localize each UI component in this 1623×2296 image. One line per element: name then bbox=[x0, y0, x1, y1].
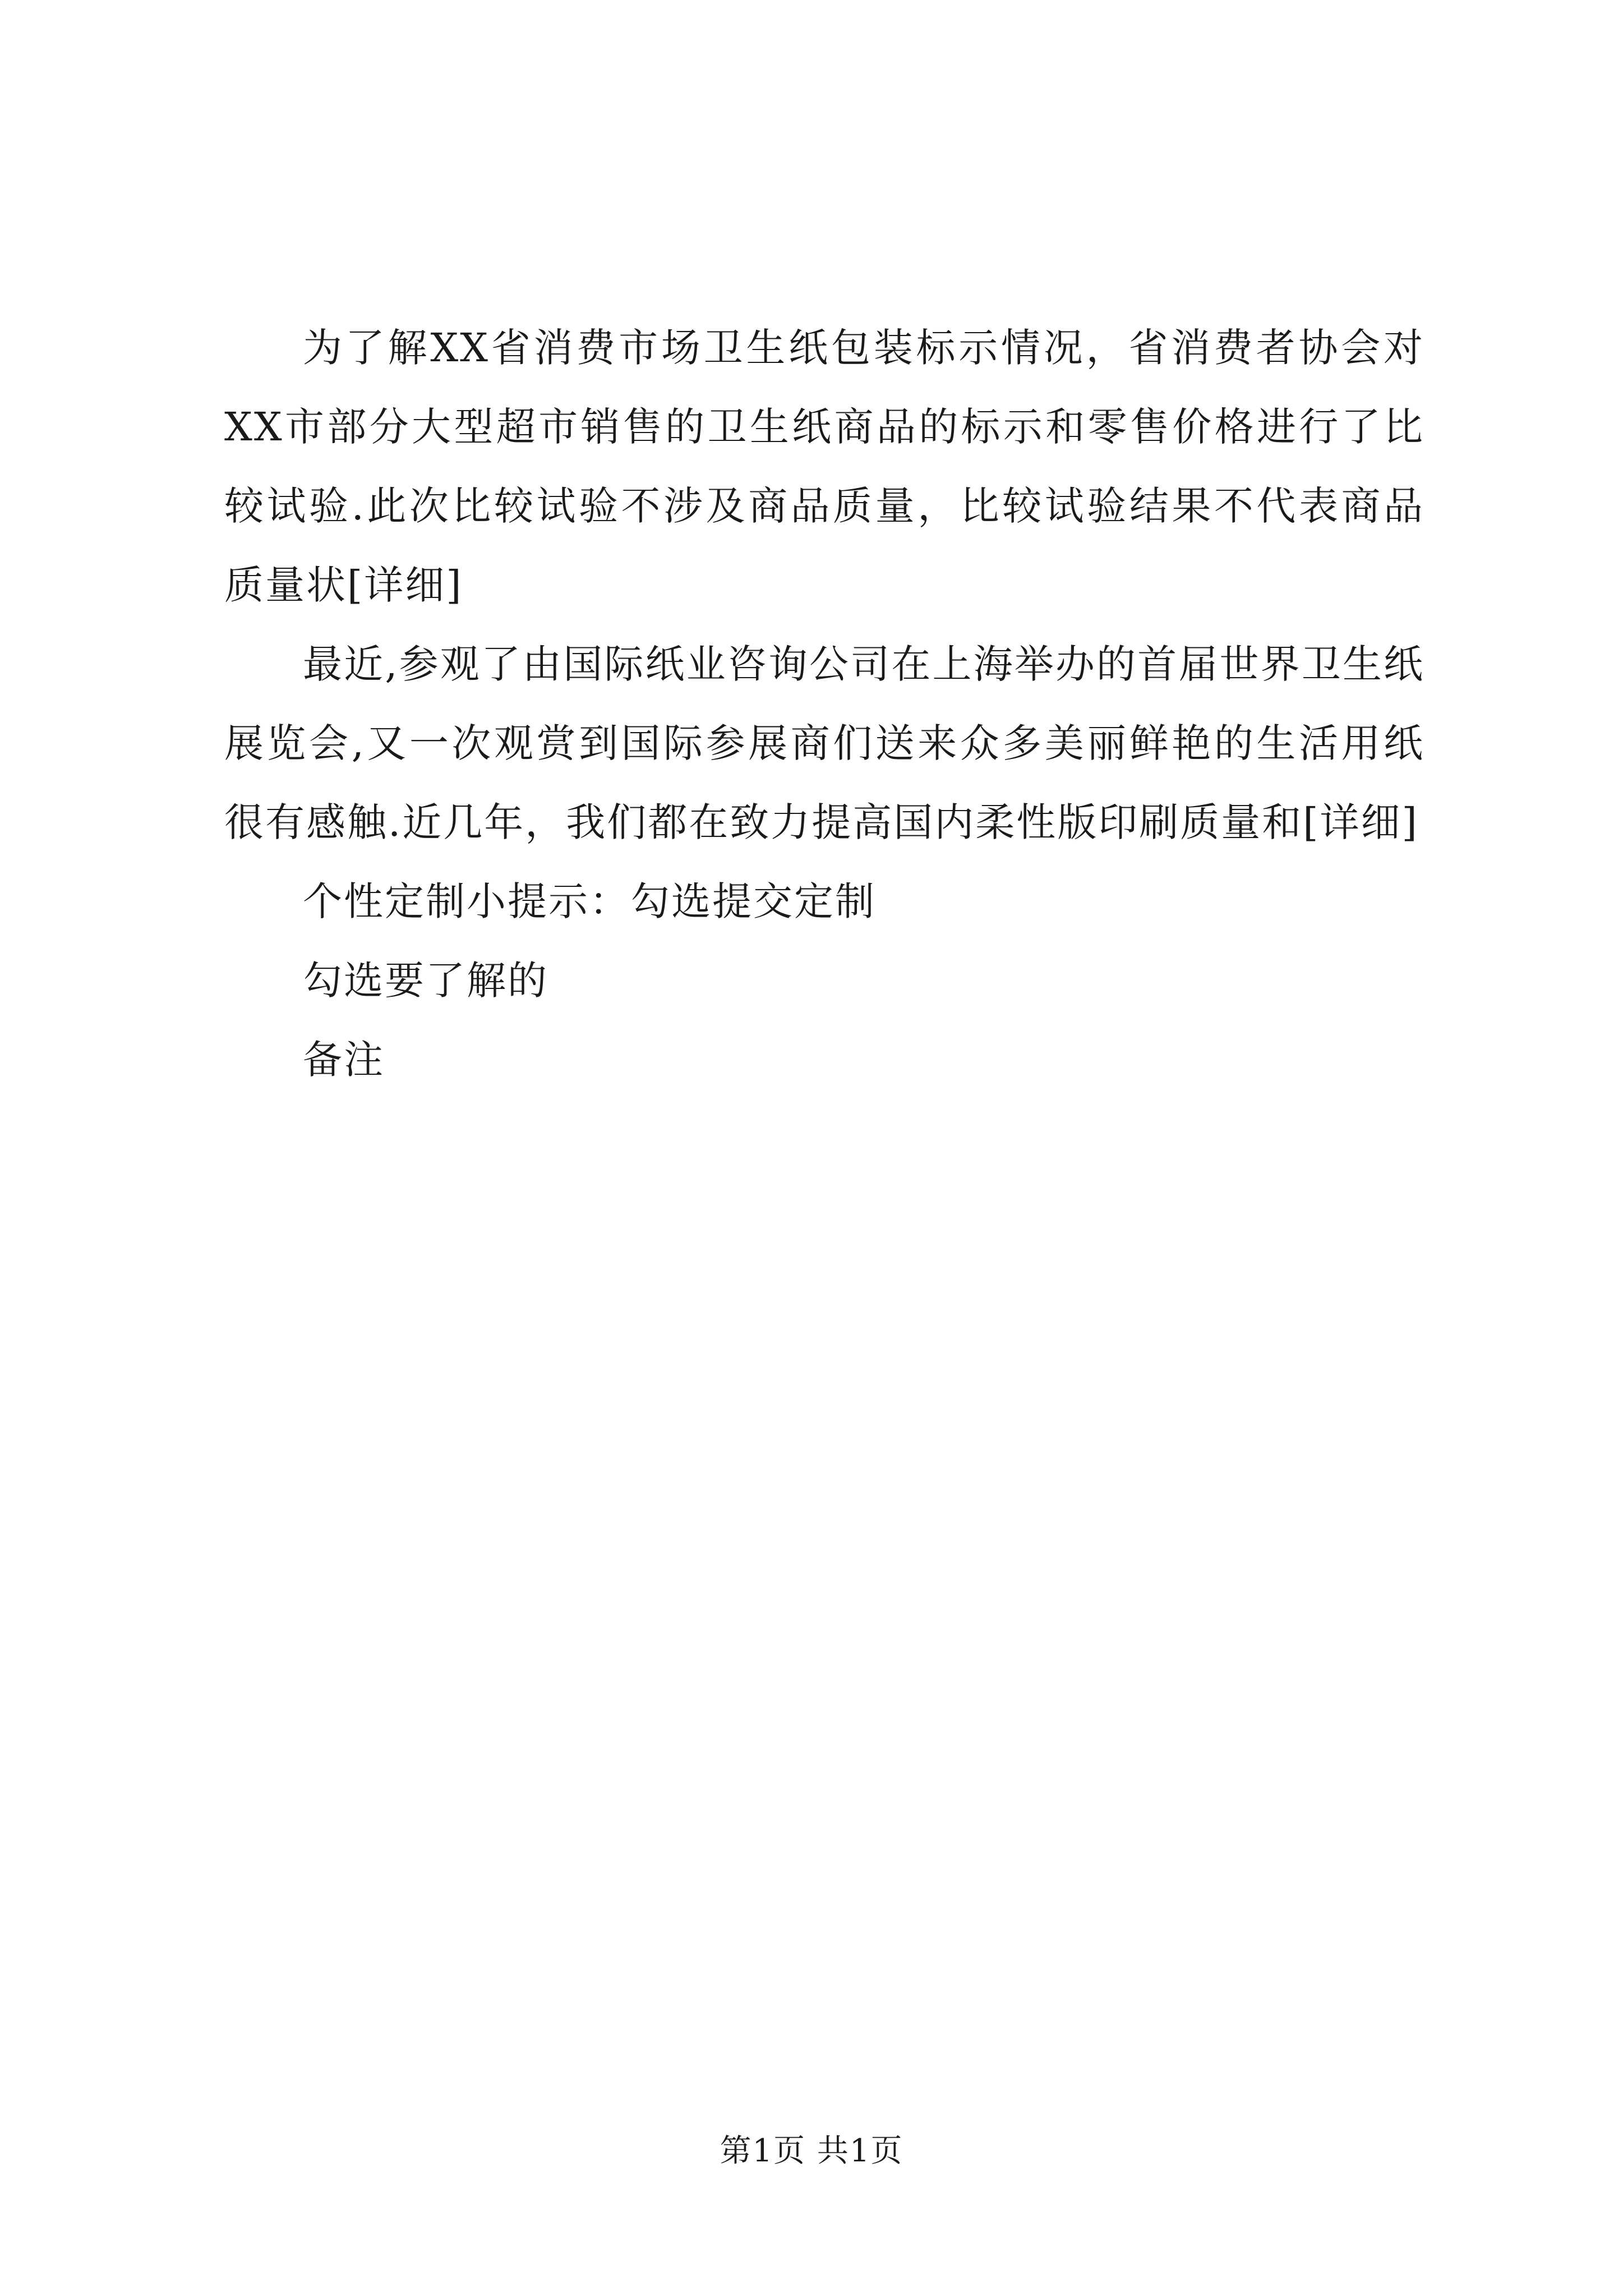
paragraph-toilet-paper-survey: 为了解XX省消费市场卫生纸包装标示情况，省消费者协会对XX市部分大型超市销售的卫生纸商品的标示和零售价格进行了比较试验.此次比较试验不涉及商品质量，比较试验结果不代表商品质量状[详细] bbox=[224, 325, 1424, 608]
check-to-learn: 勾选要了解的 bbox=[303, 958, 548, 1004]
document-body bbox=[224, 309, 1424, 1099]
remarks-label: 备注 bbox=[303, 1037, 385, 1083]
customization-tip: 个性定制小提示：勾选提交定制 bbox=[303, 878, 876, 924]
page-number-footer: 第1页 共1页 bbox=[720, 2133, 903, 2169]
paragraph-tissue-exhibition: 最近,参观了由国际纸业咨询公司在上海举办的首届世界卫生纸展览会,又一次观赏到国际参展商们送来众多美丽鲜艳的生活用纸很有感触.近几年，我们都在致力提高国内柔性版印刷质量和[详细] bbox=[224, 641, 1424, 845]
